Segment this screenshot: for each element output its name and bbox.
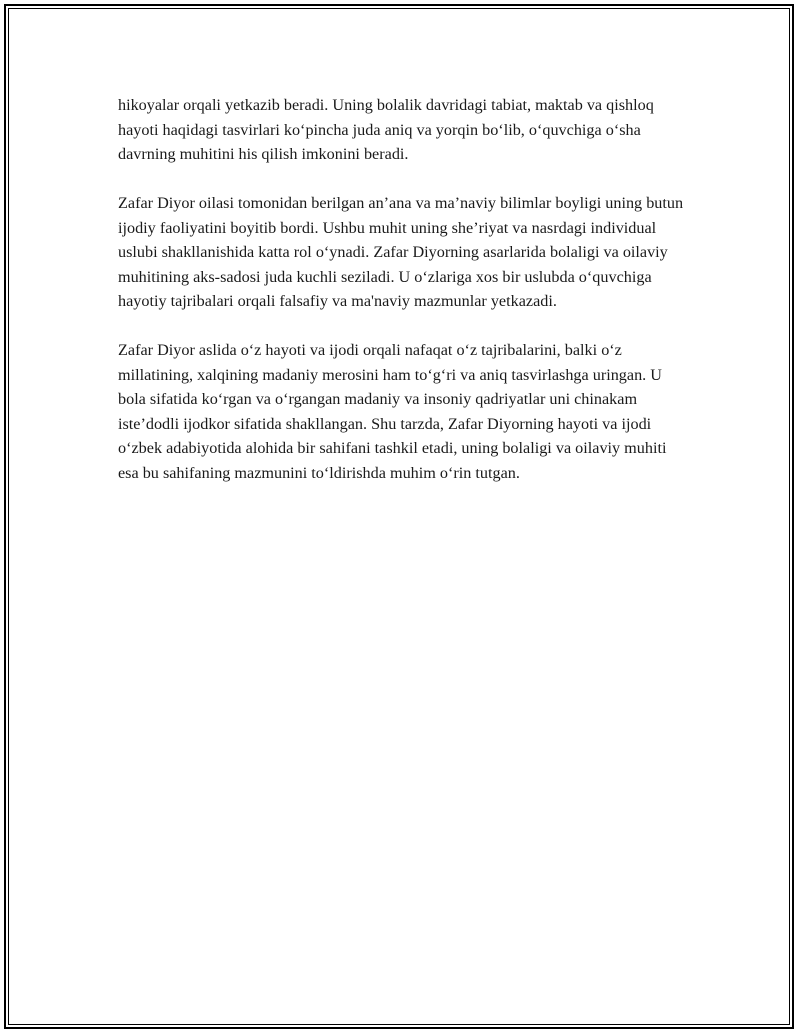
paragraph-3: Zafar Diyor aslida o‘z hayoti va ijodi orqali nafaqat o‘z tajribalarini, balki o‘z millatining, xalqining madaniy merosini ham to‘g‘ri va aniq tasvirlashga uringan. U bola sifatida ko‘rgan va o‘rgangan madaniy va insoniy qadriyatlar uni chinakam iste’dodli ijodkor sifatida shakllangan. Shu tarzda, Zafar Diyorning hayoti va ijodi o‘zbek adabiyotida alohida bir sahifani tashkil etadi, uning bolaligi va oilaviy muhiti esa bu sahifaning mazmunini to‘ldirishda muhim o‘rin tutgan. <box>118 341 667 482</box>
paragraph-1: hikoyalar orqali yetkazib beradi. Uning bolalik davridagi tabiat, maktab va qishloq hayoti haqidagi tasvirlari ko‘pincha juda aniq va yorqin bo‘lib, o‘quvchiga o‘sha davrning muhitini his qilish imkonini beradi. <box>118 96 654 163</box>
paragraph-2: Zafar Diyor oilasi tomonidan berilgan an’ana va ma’naviy bilimlar boyligi uning butun ijodiy faoliyatini boyitib bordi. Ushbu muhit uning she’riyat va nasrdagi individual uslubi shakllanishida katta rol o‘ynadi. Zafar Diyorning asarlarida bolaligi va oilaviy muhitining aks-sadosi juda kuchli seziladi. U o‘zlariga xos bir uslubda o‘quvchiga hayotiy tajribalari orqali falsafiy va ma'naviy mazmunlar yetkazadi. <box>118 194 684 310</box>
document-body <box>118 93 688 510</box>
